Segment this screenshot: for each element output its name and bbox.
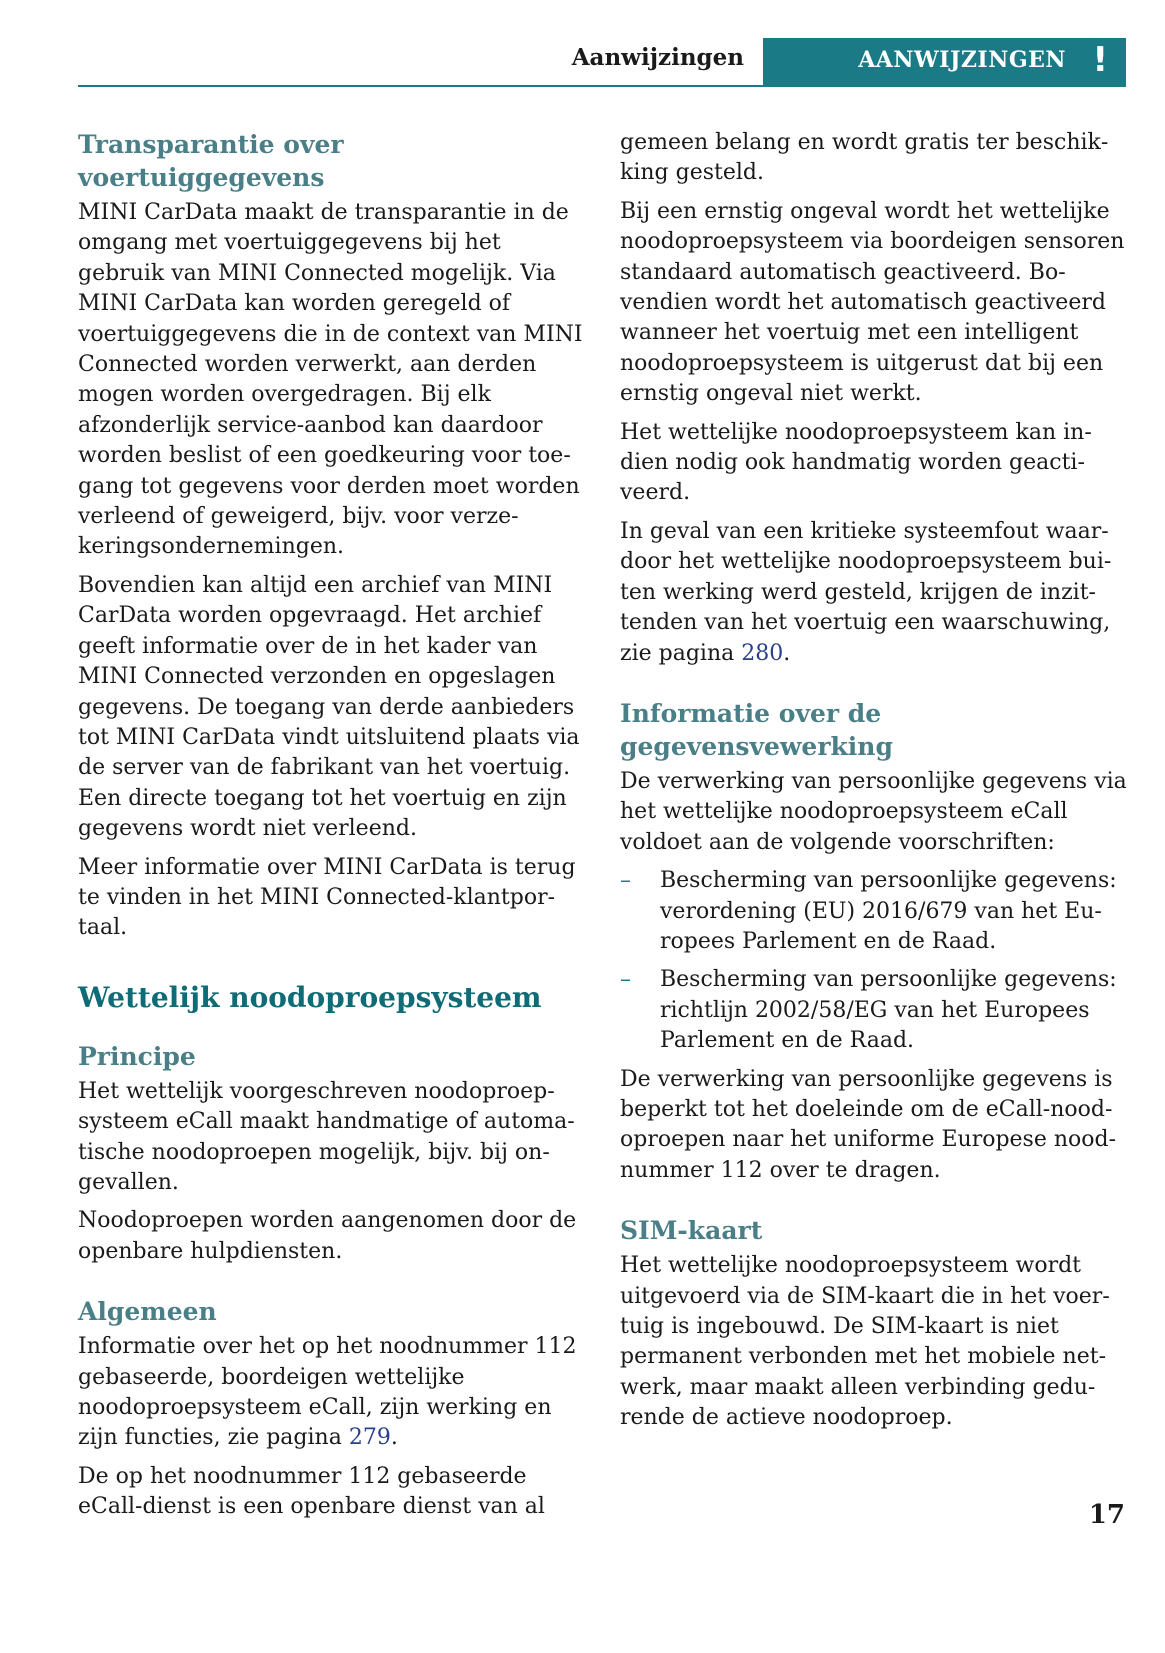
data-processing-heading: Informatie over de gegevensvewerking (620, 698, 893, 761)
running-header-title: Aanwijzingen (571, 44, 744, 71)
manual-activation-paragraph: Het wettelijke noodoproepsysteem kan indien nodig ook handmatig worden geactiveerd. (620, 419, 1092, 506)
list-item-text: Bescherming van persoonlijke gegevens: verordening (EU) 2016/679 van het Europees Parlement en de Raad. (660, 868, 1117, 954)
dash-bullet-icon: – (620, 868, 631, 894)
transparency-paragraph-2: Bovendien kan altijd een archief van MINI CarData worden opgevraagd. Het archief geeft informatie over de in het kader van MINI Connected verzonden en opgeslagen gegevens. De toegang van derde aanbieders tot MINI CarData vindt uitsluitend plaats via de server van de fabrikant van het voertuig. Een directe toegang tot het voertuig en zijn gegevens wordt niet verleend. (78, 572, 580, 842)
sim-card-paragraph: Het wettelijke noodoproepsysteem wordt uitgevoerd via de SIM-kaart die in het voertuig is ingebouwd. De SIM-kaart is niet permanent verbonden met het mobiele netwerk, maar maakt alleen verbinding gedurende de actieve noodoproep. (620, 1253, 1110, 1431)
principle-paragraph-1: Het wettelijk voorgeschreven noodoproepsysteem eCall maakt handmatige of automatische noodoproepen mogelijk, bijv. bij ongevallen. (78, 1078, 575, 1195)
serious-accident-paragraph: Bij een ernstig ongeval wordt het wettelijke noodoproepsysteem via boordeigen sensoren standaard automatisch geactiveerd. Bovendien wordt het automatisch geactiveerd wanneer het voertuig met een intelligent noodoproepsysteem is uitgerust dat bij een ernstig ongeval niet werkt. (620, 198, 1125, 407)
transparency-paragraph-3: Meer informatie over MINI CarData is terug te vinden in het MINI Connected-klantportaal. (78, 854, 576, 941)
general-heading: Algemeen (78, 1297, 217, 1327)
continued-paragraph: gemeen belang en wordt gratis ter beschikking gesteld. (620, 130, 1109, 186)
left-column (78, 128, 586, 1531)
transparency-paragraph-1: MINI CarData maakt de transparantie in de omgang met voertuiggegevens bij het gebruik van MINI Connected mogelijk. Via MINI CarData kan worden geregeld of voertuiggegevens die in de context van MINI Connected worden verwerkt, aan derden mogen worden overgedragen. Bij elk afzonderlijk service-aanbod kan daardoor worden beslist of een goedkeuring voor toegang tot gegevens voor derden moet worden verleend of geweigerd, bijv. voor verzekeringsondernemingen. (78, 200, 583, 560)
transparency-heading: Transparantie over voertuiggegevens (78, 130, 344, 192)
general-paragraph-1 (78, 1332, 586, 1454)
principle-paragraph-2: Noodoproepen worden aangenomen door de openbare hulpdiensten. (78, 1208, 577, 1264)
general-paragraph-2: De op het noodnummer 112 gebaseerde eCall-dienst is een openbare dienst van al (78, 1463, 545, 1520)
sim-card-heading: SIM-kaart (620, 1216, 763, 1246)
ecall-heading: Wettelijk noodoproepsysteem (78, 980, 542, 1014)
header-divider (78, 85, 1126, 87)
right-column (620, 128, 1130, 1442)
data-processing-paragraph-1: De verwerking van persoonlijke gegevens via het wettelijke noodoproepsysteem eCall voldoet aan de volgende voorschriften: (620, 768, 1127, 855)
warning-exclamation-icon: ! (1092, 40, 1108, 80)
section-tab-label: AANWIJZINGEN (858, 47, 1066, 73)
list-item-text: Bescherming van persoonlijke gegevens: richtlijn 2002/58/EG van het Europees Parlement en de Raad. (660, 967, 1117, 1054)
section-tab (763, 38, 1126, 86)
general-paragraph-1-text: Informatie over het op het noodnummer 112 gebaseerde, boordeigen wettelijke noodoproepsysteem eCall, zijn werking en zijn functies, zie pagina (78, 1334, 577, 1451)
system-fault-text: In geval van een kritieke systeemfout waardoor het wettelijke noodoproepsysteem buiten werking werd gesteld, krijgen de inzittenden van het voertuig een waarschuwing, zie pagina (620, 518, 1112, 666)
principle-heading: Principe (78, 1041, 196, 1071)
general-paragraph-1-end: . (390, 1425, 398, 1451)
list-item (620, 965, 1130, 1056)
data-processing-paragraph-2: De verwerking van persoonlijke gegevens is beperkt tot het doeleinde om de eCall-noodoproepen naar het uniforme Europese noodnummer 112 over te dragen. (620, 1066, 1117, 1183)
page-link-279[interactable]: 279 (348, 1425, 391, 1451)
dash-bullet-icon: – (620, 967, 631, 993)
system-fault-paragraph (620, 517, 1130, 669)
regulations-list (620, 866, 1130, 1056)
page-number: 17 (1088, 1500, 1125, 1530)
list-item (620, 866, 1130, 957)
page-link-280[interactable]: 280 (741, 640, 784, 666)
system-fault-end: . (783, 640, 791, 666)
